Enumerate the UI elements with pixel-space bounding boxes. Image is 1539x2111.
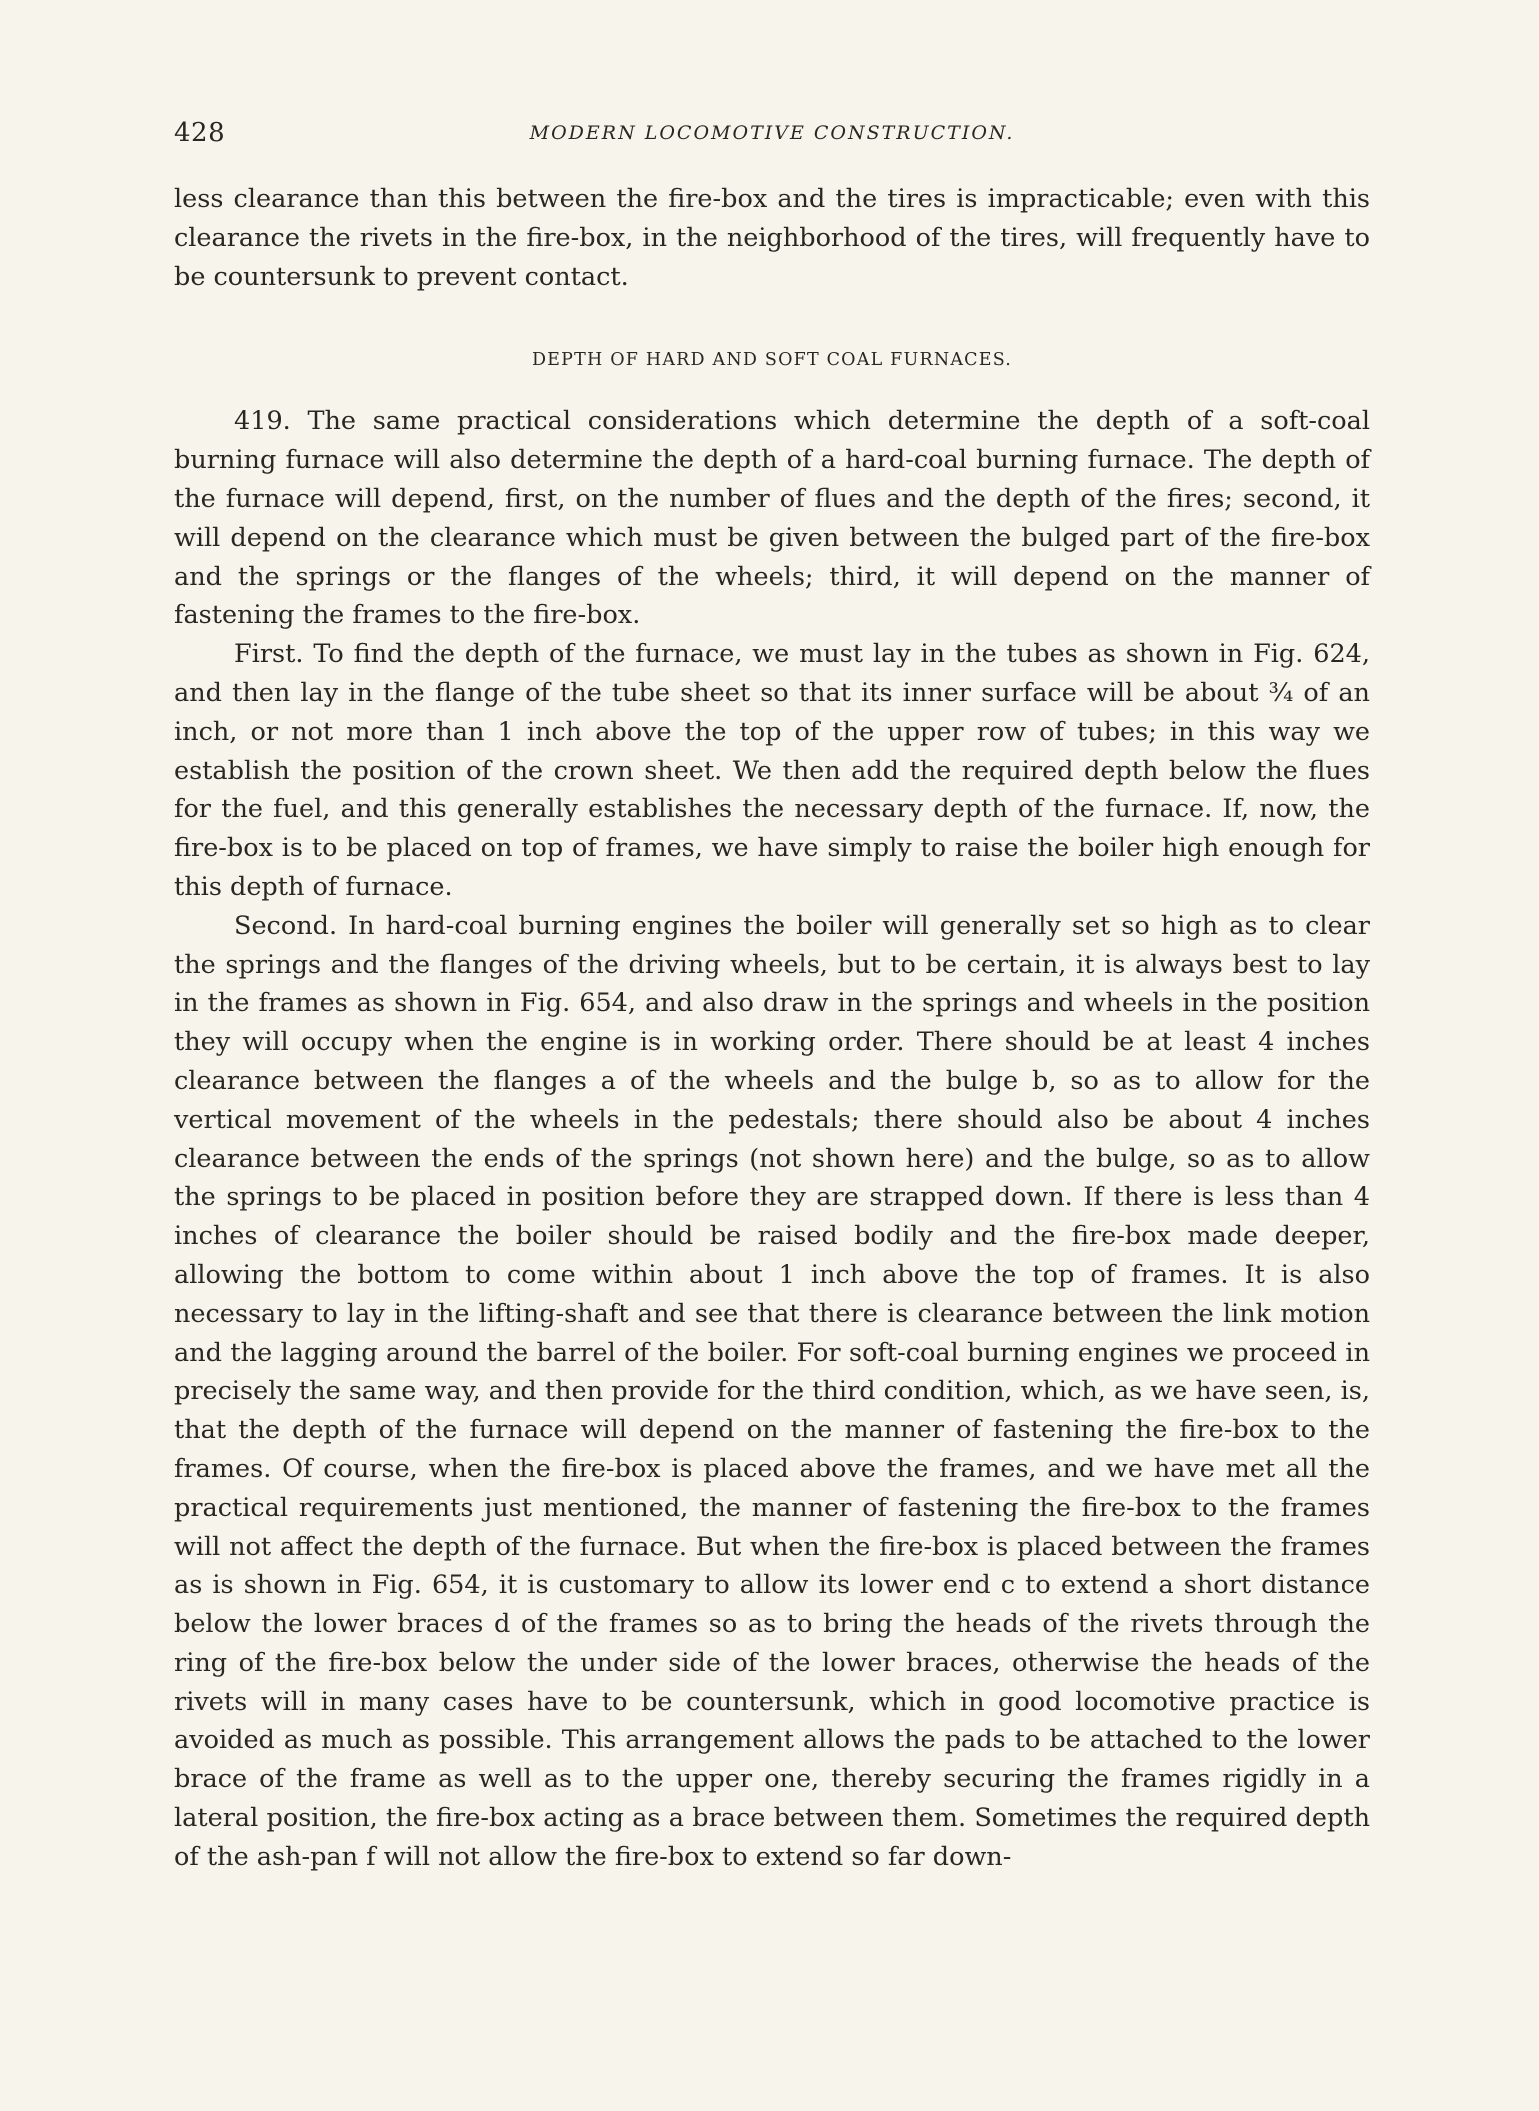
running-head: MODERN LOCOMOTIVE CONSTRUCTION. — [529, 122, 1015, 144]
page-number: 428 — [174, 118, 226, 148]
section-heading: DEPTH OF HARD AND SOFT COAL FURNACES. — [531, 350, 1013, 371]
paragraph-first: First. To find the depth of the furnace, we must lay in the tubes as shown in Fig. 624, and then lay in the flange of the tube sheet so that its inner surface will be about ¾ of an inch, or not more than 1 inch above the top of the upper row of tubes; in this way we establish the position of the crown sheet. We then add the required depth below the flues for the fuel, and this generally establishes the necessary depth of the furnace. If, now, the fire-box is to be placed on top of frames, we have simply to raise the boiler high enough for this depth of furnace. — [174, 639, 1370, 902]
paragraph-419: 419. The same practical considerations which determine the depth of a soft-coal burning furnace will also determine the depth of a hard-coal burning furnace. The depth of the furnace will depend, first, on the number of flues and the depth of the fires; second, it will depend on the clearance which must be given between the bulged part of the fire-box and the springs or the flanges of the wheels; third, it will depend on the manner of fastening the frames to the fire-box. — [174, 406, 1370, 631]
paragraph-second: Second. In hard-coal burning engines the boiler will generally set so high as to clear the springs and the flanges of the driving wheels, but to be certain, it is always best to lay in the frames as shown in Fig. 654, and also draw in the springs and wheels in the position they will occupy when the engine is in working order. There should be at least 4 inches clearance between the flanges a of the wheels and the bulge b, so as to allow for the vertical movement of the wheels in the pedestals; there should also be about 4 inches clearance between the ends of the springs (not shown here) and the bulge, so as to allow the springs to be placed in position before they are strapped down. If there is less than 4 inches of clearance the boiler should be raised bodily and the fire-box made deeper, allowing the bottom to come within about 1 inch above the top of frames. It is also necessary to lay in the lifting-shaft and see that there is clearance between the link motion and the lagging around the barrel of the boiler. For soft-coal burning engines we proceed in precisely the same way, and then provide for the third condition, which, as we have seen, is, that the depth of the furnace will depend on the manner of fastening the fire-box to the frames. Of course, when the fire-box is placed above the frames, and we have met all the practical requirements just mentioned, the manner of fastening the fire-box to the frames will not affect the depth of the furnace. But when the fire-box is placed between the frames as is shown in Fig. 654, it is customary to allow its lower end c to extend a short distance below the lower braces d of the frames so as to bring the heads of the rivets through the ring of the fire-box below the under side of the lower braces, otherwise the heads of the rivets will in many cases have to be countersunk, which in good locomotive practice is avoided as much as possible. This arrangement allows the pads to be attached to the lower brace of the frame as well as to the upper one, thereby securing the frames rigidly in a lateral position, the fire-box acting as a brace between them. Sometimes the required depth of the ash-pan f will not allow the fire-box to extend so far down- — [174, 910, 1370, 1872]
page-header — [174, 118, 1370, 158]
continued-paragraph: less clearance than this between the fire-box and the tires is impracticable; even with this clearance the rivets in the fire-box, in the neighborhood of the tires, will frequently have to be countersunk to prevent contact. — [174, 184, 1370, 292]
page-body — [174, 180, 1370, 1877]
